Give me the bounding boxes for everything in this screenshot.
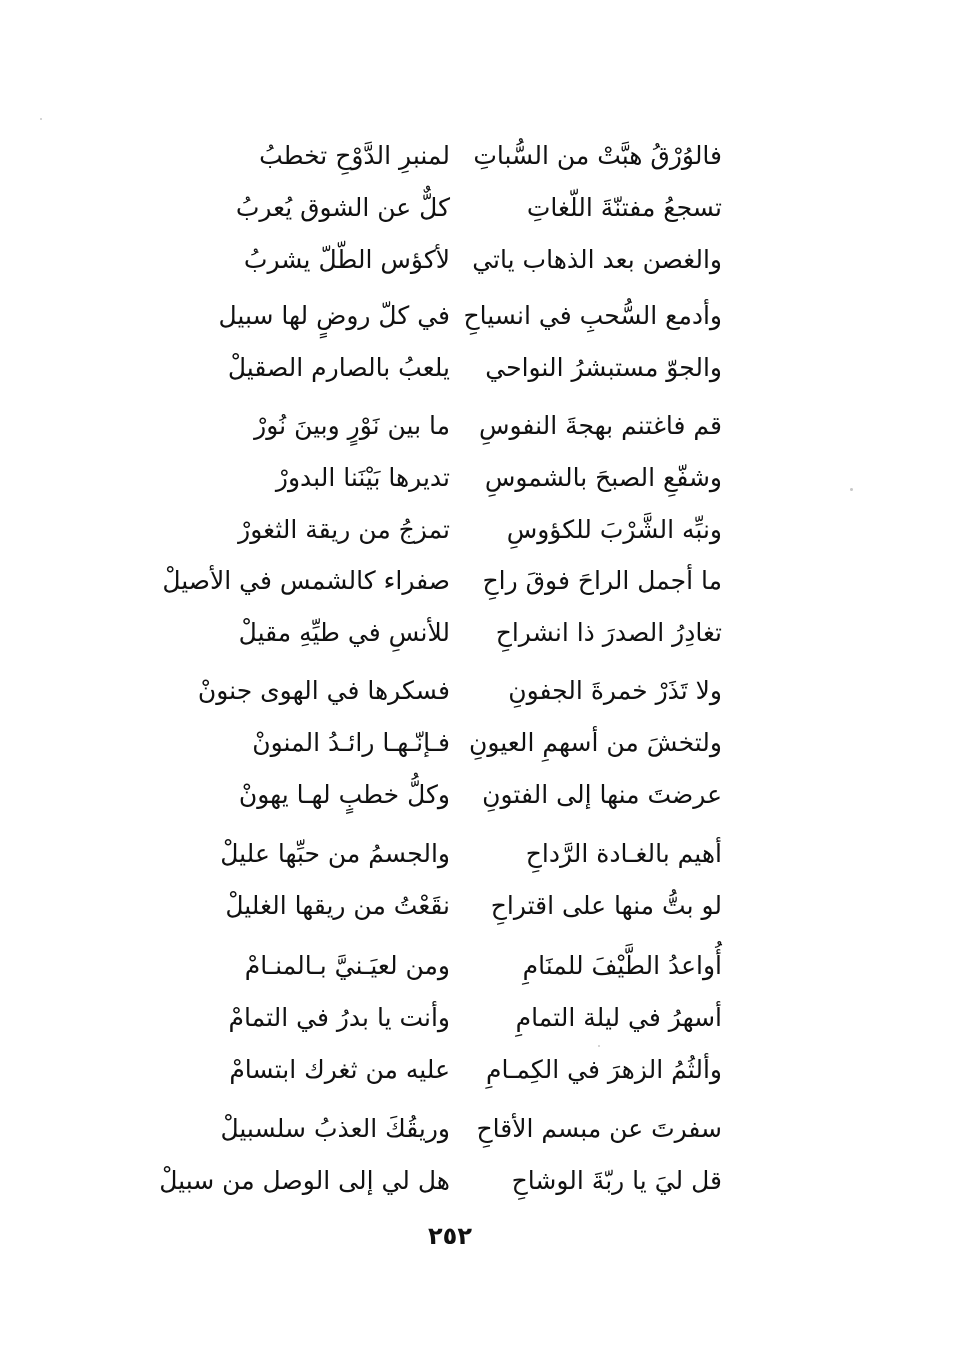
verse-line xyxy=(190,607,750,659)
verse-line xyxy=(190,992,750,1044)
second-hemistich: تمزجُ من ريقة الثغورْ xyxy=(238,515,450,544)
verse-line xyxy=(190,665,750,717)
second-hemistich: والجسمُ من حبِّها عليلْ xyxy=(220,839,450,868)
scan-speck xyxy=(40,118,42,120)
first-hemistich: ما أجمل الراحَ فوقَ راحِ xyxy=(482,566,722,595)
first-hemistich: عرضتَ منها إلى الفتونِ xyxy=(482,780,722,809)
verse-line xyxy=(190,234,750,286)
verse-line xyxy=(159,1155,750,1207)
first-hemistich: قم فاغتنم بهجةَ النفوسِ xyxy=(478,411,722,440)
first-hemistich: فالوُرْقُ هبَّتْ من السُّباتِ xyxy=(473,141,722,170)
verse-line xyxy=(190,452,750,504)
second-hemistich: للأنسِ في طيِّهِ مقيلْ xyxy=(238,618,450,647)
first-hemistich: قل ليَ يا ربّةَ الوشاحِ xyxy=(511,1166,722,1195)
first-hemistich: ولا تَذَرْ خمرةَ الجفونِ xyxy=(508,676,722,705)
first-hemistich: وألثُمُ الزهرَ في الكِمـامِ xyxy=(485,1055,722,1084)
stanza-8 xyxy=(159,1103,750,1207)
second-hemistich: وريقُكَ العذبُ سلسبيلْ xyxy=(220,1114,450,1143)
second-hemistich: وأنت يا بدرُ في التمامْ xyxy=(228,1003,450,1032)
second-hemistich: لأكؤس الطّلّ يشربُ xyxy=(243,245,450,274)
second-hemistich: لمنبرِ الدَّوْحِ تخطبُ xyxy=(259,141,450,170)
verse-line xyxy=(190,1044,750,1096)
first-hemistich: والغصن بعد الذهاب ياتي xyxy=(472,245,722,274)
verse-line xyxy=(190,290,750,342)
first-hemistich: أهيم بالغـادة الرَّداحِ xyxy=(525,839,722,868)
second-hemistich: نقَعْتُ من ريقها الغليلْ xyxy=(225,891,450,920)
second-hemistich: يلعبُ بالصارم الصقيلْ xyxy=(227,353,450,382)
stanza-7 xyxy=(190,940,750,1096)
first-hemistich: وأدمع السُّحبِ في انسياحِ xyxy=(463,301,722,330)
first-hemistich: تغادِرُ الصدرَ ذا انشراحِ xyxy=(495,618,722,647)
second-hemistich: هل لي إلى الوصل من سبيلْ xyxy=(159,1166,450,1195)
first-hemistich: سفرتَ عن مبسم الأقاحِ xyxy=(476,1114,722,1143)
second-hemistich: صفراء كالشمس في الأصيلْ xyxy=(162,566,450,595)
verse-line xyxy=(190,717,750,769)
stanza-1 xyxy=(190,130,750,286)
verse-line xyxy=(190,828,750,880)
second-hemistich: فـإنّـهـا رائـدُ المنونْ xyxy=(252,728,450,757)
second-hemistich: كلٌّ عن الشوق يُعربُ xyxy=(235,193,450,222)
second-hemistich: ومن لعيَـنيَّ بـالمنـامْ xyxy=(244,951,450,980)
stanza-2 xyxy=(190,290,750,394)
scan-speck xyxy=(850,488,853,491)
first-hemistich: أسهرُ في ليلة التمامِ xyxy=(515,1003,722,1032)
verse-line xyxy=(190,1103,750,1155)
verse-line xyxy=(190,940,750,992)
stanza-3 xyxy=(190,400,750,556)
first-hemistich: ولتخشَ من أسهمِ العيونِ xyxy=(468,728,722,757)
second-hemistich: فسكرها في الهوى جنونْ xyxy=(197,676,450,705)
verse-line xyxy=(190,504,750,556)
first-hemistich: والجوّ مستبشرُ النواحي xyxy=(485,353,722,382)
verse-line xyxy=(190,769,750,821)
verse-line xyxy=(190,342,750,394)
verse-line xyxy=(190,880,750,932)
first-hemistich: لو بتُّ منها على اقتراحِ xyxy=(490,891,722,920)
first-hemistich: تسجعُ مفتنّةَ اللّغاتِ xyxy=(526,193,722,222)
second-hemistich: ما بين نَوْرٍ وبينَ نُورْ xyxy=(254,411,450,440)
stanza-5 xyxy=(190,665,750,821)
second-hemistich: في كلّ روضٍ لها سبيل xyxy=(218,301,450,330)
stanza-6 xyxy=(190,828,750,932)
first-hemistich: أُواعدُ الطَّيْفَ للمنَامِ xyxy=(522,951,722,980)
second-hemistich: تديرها بَيْنَنا البدورْ xyxy=(275,463,450,492)
verse-line xyxy=(162,555,750,607)
first-hemistich: ونبِّه الشَّرْبَ للكؤوسِ xyxy=(506,515,722,544)
stanza-4 xyxy=(162,555,750,659)
verse-line xyxy=(190,182,750,234)
first-hemistich: وشفّعِ الصبحَ بالشموسِ xyxy=(484,463,722,492)
page-number: ٢٥٢ xyxy=(428,1222,472,1250)
verse-line xyxy=(190,130,750,182)
second-hemistich: وكلُّ خطبٍ لهـا يهونْ xyxy=(238,780,450,809)
verse-line xyxy=(190,400,750,452)
second-hemistich: عليه من ثغرك ابتسامْ xyxy=(229,1055,450,1084)
